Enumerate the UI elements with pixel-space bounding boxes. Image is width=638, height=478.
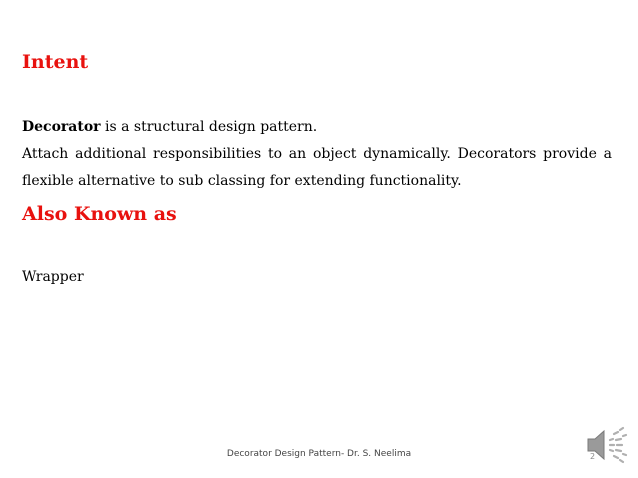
pattern-name: Decorator [22,119,101,135]
intent-description: Attach additional responsibilities to an object dynamically. Decorators provide a flexible alternative to sub classing for extending functionality. [22,146,612,189]
also-known-as-value: Wrapper [22,269,84,285]
slide-footer: Decorator Design Pattern- Dr. S. Neelima [226,449,412,459]
page-number: 2 [590,452,596,461]
intent-heading: Intent [22,51,89,73]
speaker-icon[interactable] [584,425,628,465]
intent-definition [22,114,612,141]
slide-top-edge [0,0,638,5]
also-known-as-heading: Also Known as [22,203,177,225]
pattern-category-text: is a structural design pattern. [100,119,318,135]
